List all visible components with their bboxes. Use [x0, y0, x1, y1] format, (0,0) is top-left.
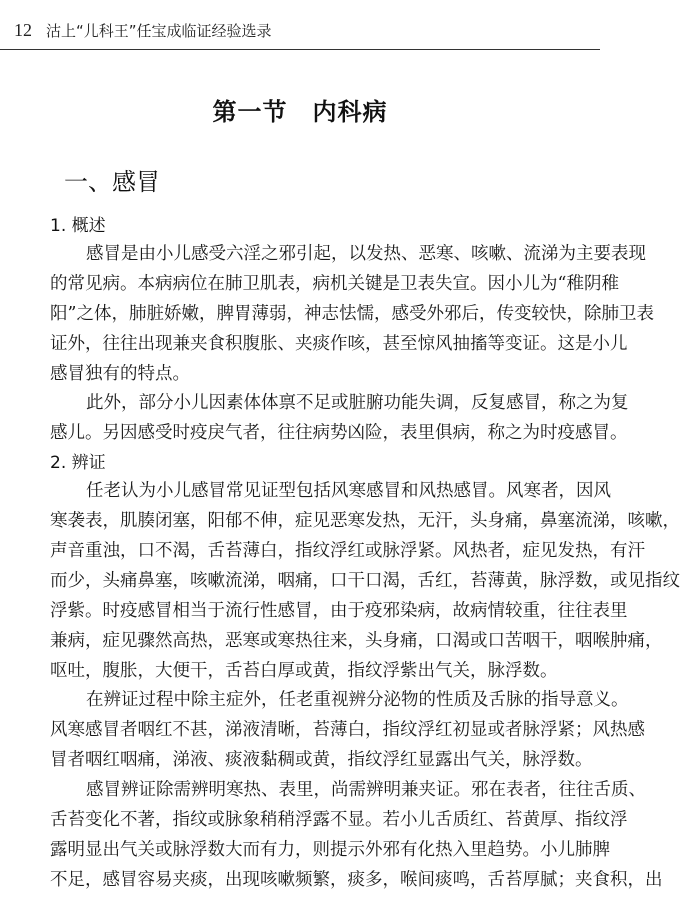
paragraph-overview-1	[50, 240, 654, 389]
paragraph-differentiation-3	[50, 776, 663, 896]
text-line: 呕吐，腹胀，大便干，舌苔白厚或黄，指纹浮紫出气关，脉浮数。	[50, 660, 558, 681]
paragraph-differentiation-1	[50, 477, 680, 686]
text-line: 感儿。另因感受时疫戾气者，往往病势凶险，表里俱病，称之为时疫感冒。	[50, 423, 628, 444]
paragraph-overview-2	[50, 389, 629, 449]
text-line: 感冒是由小儿感受六淫之邪引起，以发热、恶寒、咳嗽、流涕为主要表现	[86, 244, 646, 264]
text-line: 寒袭表，肌腠闭塞，阳郁不伸，症见恶寒发热，无汗，头身痛，鼻塞流涕，咳嗽，	[50, 511, 680, 532]
text-line: 舌苔变化不著，指纹或脉象稍稍浮露不显。若小儿舌质红、苔黄厚、指纹浮	[50, 810, 628, 831]
text-line: 任老认为小儿感冒常见证型包括风寒感冒和风热感冒。风寒者，因风	[86, 481, 611, 502]
header-rule	[0, 49, 600, 50]
subheading-differentiation: 2. 辨证	[50, 453, 106, 474]
text-line: 此外，部分小儿因素体体禀不足或脏腑功能失调，反复感冒，称之为复	[86, 393, 629, 414]
text-line: 冒者咽红咽痛，涕液、痰液黏稠或黄，指纹浮红显露出气关，脉浮数。	[50, 750, 593, 771]
section-title: 第一节 内科病	[212, 98, 388, 126]
running-title: 沽上“儿科王”任宝成临证经验选录	[46, 22, 272, 40]
running-header	[14, 20, 590, 46]
text-line: 在辨证过程中除主症外，任老重视辨分泌物的性质及舌脉的指导意义。	[86, 690, 629, 711]
text-line: 阳”之体，肺脏娇嫩，脾胃薄弱，神志怯懦，感受外邪后，传变较快，除肺卫表	[50, 303, 654, 324]
text-line: 不足，感冒容易夹痰，出现咳嗽频繁，痰多，喉间痰鸣，舌苔厚腻；夹食积，出	[50, 869, 663, 890]
text-line: 感冒独有的特点。	[50, 363, 190, 384]
text-line: 感冒辨证除需辨明寒热、表里，尚需辨明兼夹证。邪在表者，往往舌质、	[86, 780, 646, 801]
text-line: 的常见病。本病病位在肺卫肌表，病机关键是卫表失宣。因小儿为“稚阴稚	[50, 273, 619, 294]
text-line: 浮紫。时疫感冒相当于流行性感冒，由于疫邪染病，故病情较重，往往表里	[50, 600, 628, 621]
text-line: 兼病，症见骤然高热，恶寒或寒热往来，头身痛，口渴或口苦咽干，咽喉肿痛，	[50, 630, 663, 651]
paragraph-differentiation-2	[50, 686, 645, 776]
text-line: 而少，头痛鼻塞，咳嗽流涕，咽痛，口干口渴，舌红，苔薄黄，脉浮数，或见指纹	[50, 570, 680, 591]
text-line: 露明显出气关或脉浮数大而有力，则提示外邪有化热入里趋势。小儿肺脾	[50, 839, 610, 860]
text-line: 风寒感冒者咽红不甚，涕液清晰，苔薄白，指纹浮红初显或者脉浮紧；风热感	[50, 720, 645, 741]
text-line: 声音重浊，口不渴，舌苔薄白，指纹浮红或脉浮紧。风热者，症见发热，有汗	[50, 541, 645, 562]
text-line: 证外，往往出现兼夹食积腹胀、夹痰作咳，甚至惊风抽搐等变证。这是小儿	[50, 333, 628, 354]
subheading-overview: 1. 概述	[50, 216, 106, 236]
chapter-title: 一、感冒	[64, 168, 160, 196]
page-number: 12	[14, 20, 32, 40]
body-text	[50, 212, 680, 896]
